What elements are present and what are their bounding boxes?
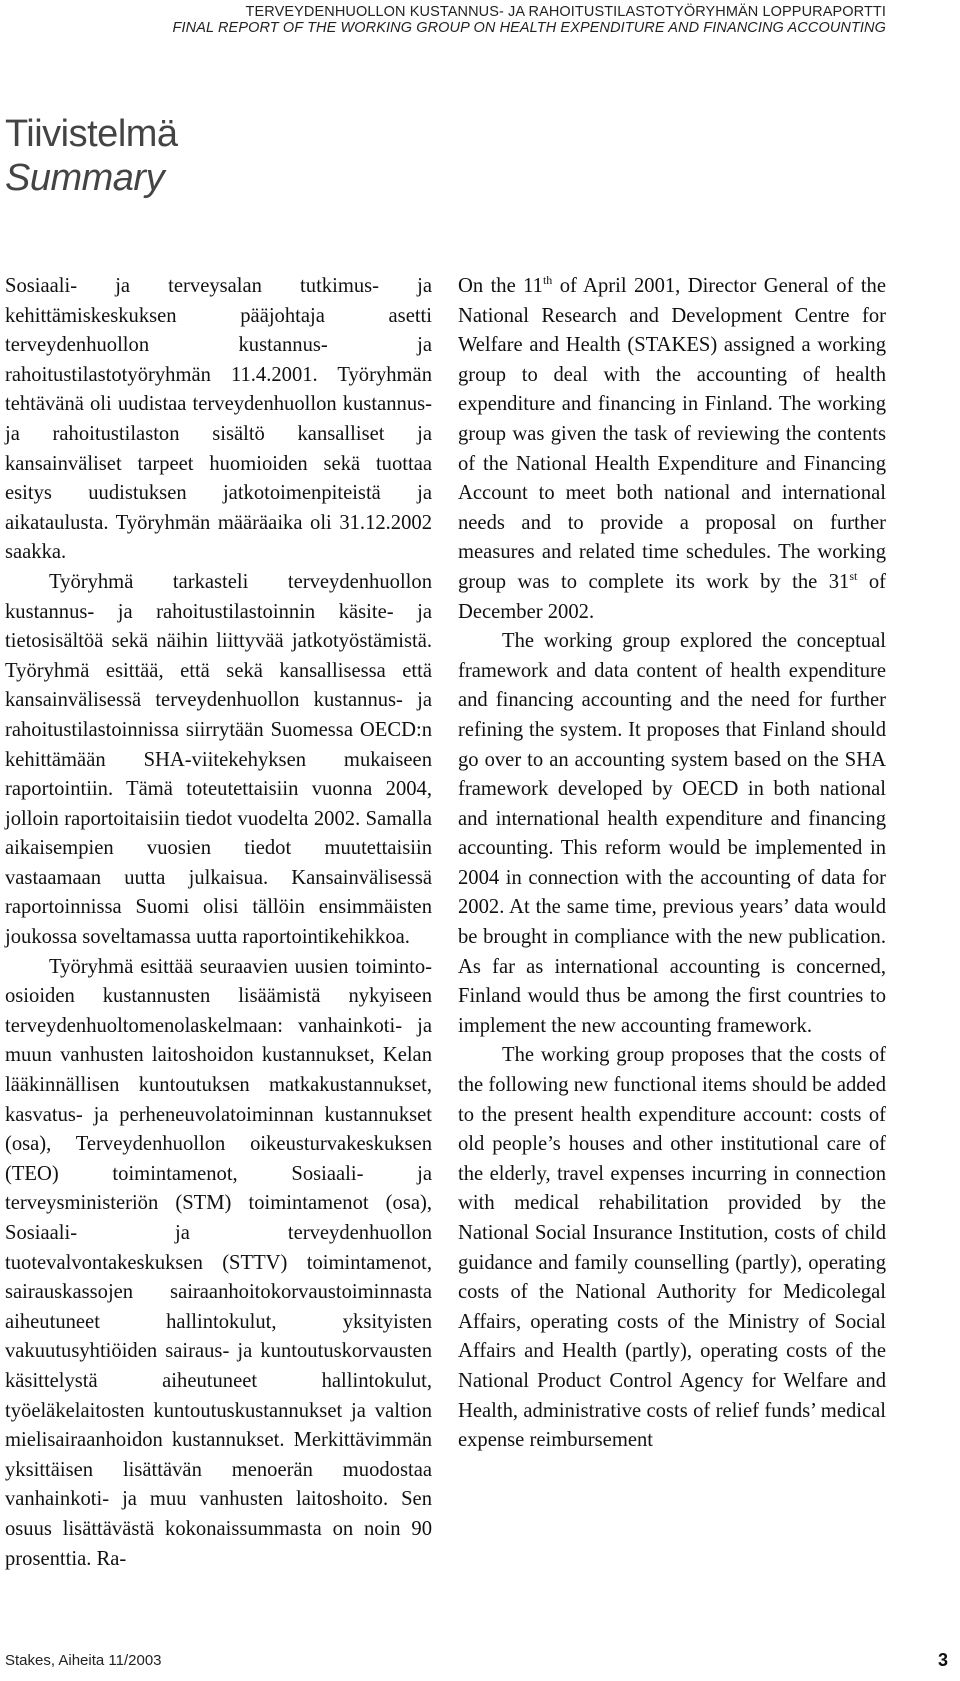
finnish-paragraph-3: Työryhmä esittää seuraavien uusien toiminto-osioiden kustannusten lisäämistä nykyiseen terveydenhuoltomenolaskelmaan: vanhainkoti- ja muun vanhusten laitoshoidon kustannukset, Kelan lääkinnällisen kuntoutuksen matkakustannukset, kasvatus- ja perheneuvolatoiminnan kustannukset (osa), Terveydenhuollon oikeusturvakeskuksen (TEO) toimintamenot, Sosiaali- ja terveysministeriön (STM) toimintamenot (osa), Sosiaali- ja terveydenhuollon tuotevalvontakeskuksen (STTV) toimintamenot, sairauskassojen sairaanhoitokorvaustoiminnasta aiheutuneet hallintokulut, yksityisten vakuutusyhtiöiden sairaus- ja kuntoutuskorvausten käsittelystä aiheutuneet hallintokulut, työeläkelaitosten kuntoutuskustannukset ja valtion mielisairaanhoidon kustannukset. Merkittävimmän yksittäisen lisättävän menoerän muodostaa vanhainkoti- ja muu vanhusten laitoshoito. Sen osuus lisättävästä kokonaissummasta on noin 90 prosenttia. Ra-	[5, 955, 432, 1570]
english-paragraph-2: The working group explored the conceptual framework and data content of health expenditure and financing accounting and the need for further refining the system. It proposes that Finland should go over to an accounting system based on the SHA framework developed by OECD in both national and international health expenditure and financing accounting. This reform would be implemented in 2004 in connection with the accounting of data for 2002. At the same time, previous years’ data would be brought in compliance with the new publication. As far as international accounting is concerned, Finland would thus be among the first countries to implement the new accounting framework.	[458, 630, 886, 1037]
finnish-paragraph-2: Työryhmä tarkasteli terveydenhuollon kustannus- ja rahoitustilastoinnin käsite- ja tietosisältöä sekä näihin liittyvää jatkotyöstämistä. Työryhmä esittää, että sekä kansallisessa että kansainvälisessä terveydenhuollon kustannus- ja rahoitustilastoinnissa siirrytään Suomessa OECD:n kehittämään SHA-viitekehyksen mukaiseen raportointiin. Tämä toteutettaisiin vuonna 2004, jolloin raportoitaisiin tiedot vuodelta 2002. Samalla aikaisempien vuosien tiedot muutettaisiin vastaamaan uutta julkaisua. Kansainvälisessä raportoinnissa Suomi olisi tällöin ensimmäisten joukossa soveltamassa uutta raportointikehikkoa.	[5, 570, 432, 949]
english-p1-end: of December 2002.	[458, 570, 886, 623]
header-finnish: TERVEYDENHUOLLON KUSTANNUS- JA RAHOITUSTILASTOTYÖRYHMÄN LOPPURAPORTTI	[245, 4, 886, 20]
finnish-column	[5, 272, 432, 1574]
section-title	[5, 112, 178, 200]
header-english: FINAL REPORT OF THE WORKING GROUP ON HEALTH EXPENDITURE AND FINANCING ACCOUNTING	[172, 20, 886, 36]
english-p1-start: On the 11	[458, 275, 543, 297]
footer-source: Stakes, Aiheita 11/2003	[5, 1652, 162, 1669]
title-english: Summary	[5, 157, 165, 199]
english-p1-middle: of April 2001, Director General of the National Research and Development Centre for Welfare and Health (STAKES) assigned a working group to deal with the accounting of health expenditure and financing in Finland. The working group was given the task of reviewing the contents of the National Health Expenditure and Financing Account to meet both national and international needs and to provide a proposal on further measures and related time schedules. The working group was to complete its work by the 31	[458, 275, 886, 593]
superscript-th: th	[542, 273, 553, 287]
english-paragraph-1	[458, 272, 886, 627]
english-column	[458, 272, 886, 1456]
superscript-st: st	[849, 568, 858, 583]
finnish-paragraph-1: Sosiaali- ja terveysalan tutkimus- ja kehittämiskeskuksen pääjohtaja asetti terveydenhuollon kustannus- ja rahoitustilastotyöryhmän 11.4.2001. Työryhmän tehtävänä oli uudistaa terveydenhuollon kustannus- ja rahoitustilaston sisältö kansalliset ja kansainväliset tarpeet huomioiden sekä tuottaa esitys uudistuksen jatkotoimenpiteistä ja aikataulusta. Työryhmän määräaika oli 31.12.2002 saakka.	[5, 275, 432, 564]
english-paragraph-3: The working group proposes that the costs of the following new functional items should be added to the present health expenditure account: costs of old people’s houses and other institutional care of the elderly, travel expenses incurring in connection with medical rehabilitation provided by the National Social Insurance Institution, costs of child guidance and family counselling (partly), operating costs of the National Authority for Medicolegal Affairs, operating costs of the Ministry of Social Affairs and Health (partly), operating costs of the National Product Control Agency for Welfare and Health, administrative costs of relief funds’ medical expense reimbursement	[458, 1044, 886, 1452]
page-number: 3	[937, 1650, 948, 1670]
running-header	[173, 4, 886, 36]
title-finnish: Tiivistelmä	[5, 113, 178, 155]
